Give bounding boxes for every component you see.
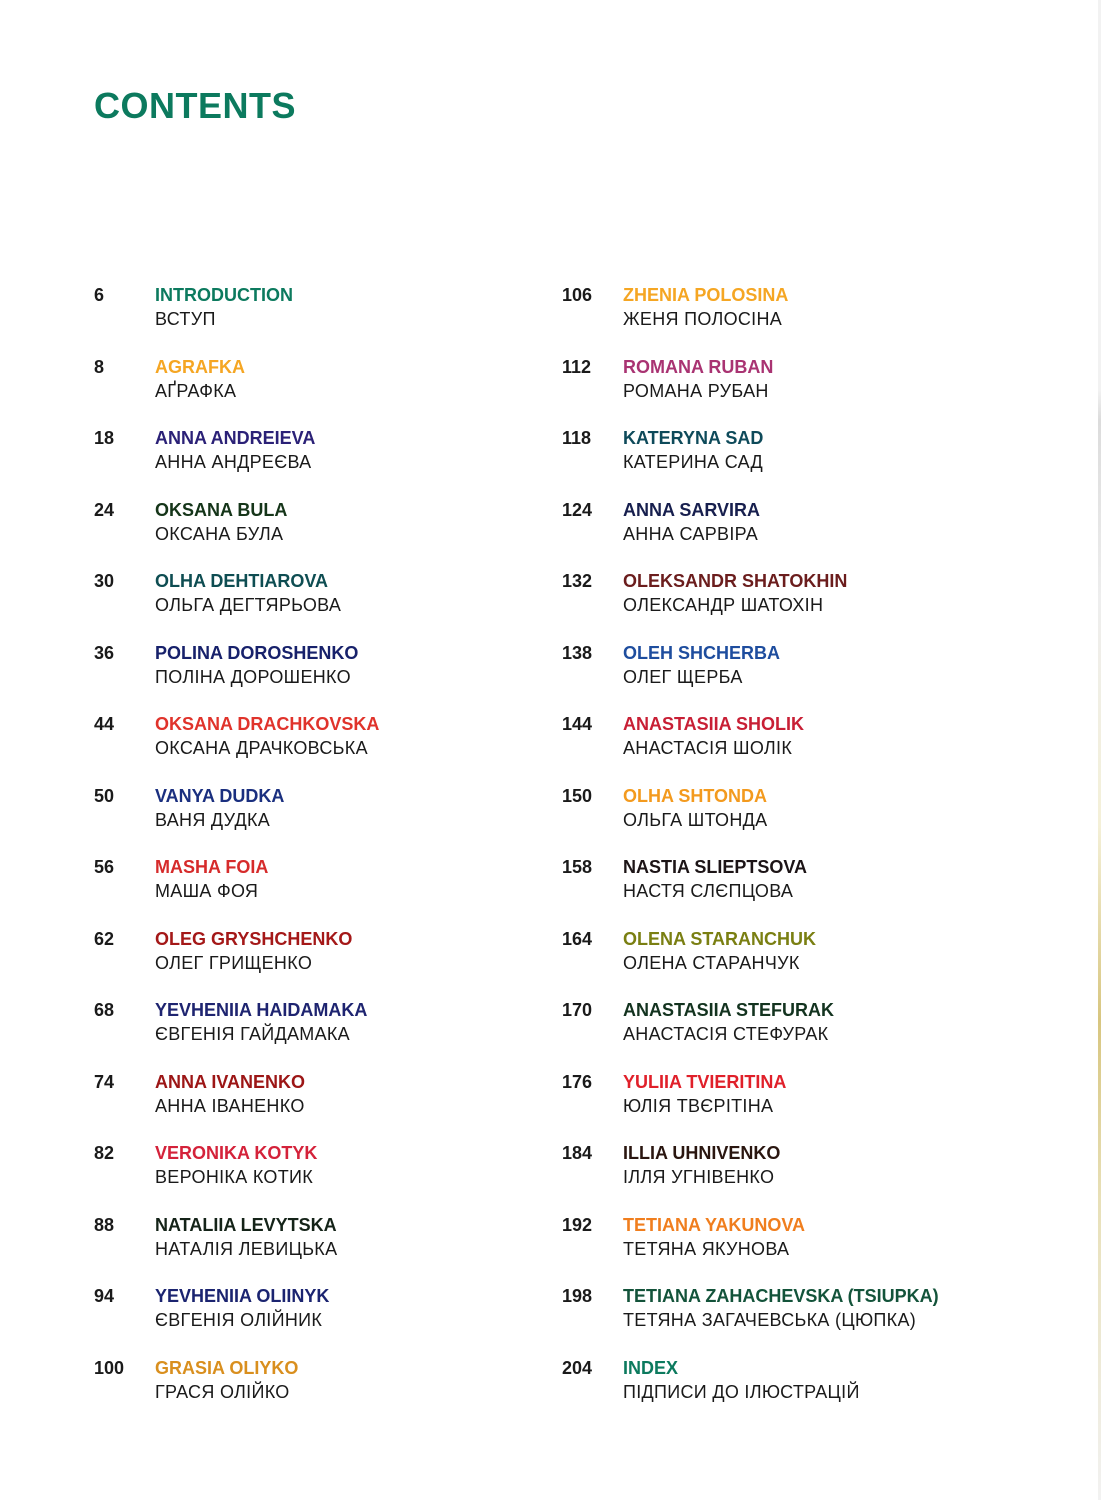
toc-title: ANNA ANDREIEVA <box>155 428 316 448</box>
toc-title-ukrainian: ОЛЕГ ЩЕРБА <box>623 666 743 687</box>
toc-entry <box>94 1070 574 1142</box>
toc-entry <box>94 569 574 641</box>
toc-entry <box>94 1356 574 1428</box>
contents-column-left <box>94 283 574 1427</box>
toc-title-ukrainian: ЄВГЕНІЯ ГАЙДАМАКА <box>155 1024 350 1044</box>
toc-page-number: 56 <box>94 857 115 877</box>
toc-page-number: 118 <box>562 428 592 448</box>
toc-title: ANASTASIIA SHOLIK <box>623 714 805 734</box>
toc-title-ukrainian: ІЛЛЯ УГНІВЕНКО <box>623 1167 775 1187</box>
toc-page-number: 198 <box>562 1286 593 1306</box>
toc-title-ukrainian: ГРАСЯ ОЛІЙКО <box>155 1381 290 1402</box>
toc-title-ukrainian: РОМАНА РУБАН <box>623 380 769 401</box>
toc-title: TETIANA YAKUNOVA <box>623 1214 806 1235</box>
toc-page-number: 170 <box>562 1000 593 1020</box>
toc-title-ukrainian: ТЕТЯНА ЗАГАЧЕВСЬКА (ЦЮПКА) <box>623 1310 917 1330</box>
toc-page-number: 184 <box>562 1143 593 1163</box>
toc-title: ANASTASIIA STEFURAK <box>623 1000 834 1020</box>
toc-title-ukrainian: АННА САРВІРА <box>623 523 759 544</box>
toc-entry <box>562 1284 1042 1356</box>
toc-entry <box>94 855 574 927</box>
toc-page-number: 94 <box>94 1286 115 1306</box>
toc-title: ZHENIA POLOSINA <box>623 285 789 305</box>
toc-title-ukrainian: МАША ФОЯ <box>155 881 259 901</box>
toc-title-ukrainian: ОКСАНА БУЛА <box>155 523 284 544</box>
toc-title: OLHA DEHTIAROVA <box>155 571 328 591</box>
toc-title-ukrainian: АННА ІВАНЕНКО <box>155 1095 305 1116</box>
toc-title: TETIANA ZAHACHEVSKA (TSIUPKA) <box>623 1286 939 1306</box>
toc-entry <box>562 1213 1042 1285</box>
toc-entry <box>94 1284 574 1356</box>
toc-page-number: 176 <box>562 1071 593 1092</box>
toc-title: GRASIA OLIYKO <box>155 1357 299 1378</box>
toc-title: OLEKSANDR SHATOKHIN <box>623 571 848 591</box>
toc-entry <box>562 927 1042 999</box>
toc-title: ANNA IVANENKO <box>155 1071 306 1092</box>
toc-page-number: 44 <box>94 714 115 734</box>
toc-page-number: 30 <box>94 571 115 591</box>
toc-title: YULIIA TVIERITINA <box>623 1071 787 1092</box>
toc-title: OKSANA DRACHKOVSKA <box>155 714 380 734</box>
toc-title: OLHA SHTONDA <box>623 785 767 806</box>
toc-entry <box>94 1141 574 1213</box>
toc-title-ukrainian: ОЛЕКСАНДР ШАТОХІН <box>623 595 824 615</box>
toc-title-ukrainian: АҐРАФКА <box>155 380 237 401</box>
toc-title: ILLIA UHNIVENKO <box>623 1143 781 1163</box>
toc-page-number: 144 <box>562 714 593 734</box>
toc-page-number: 158 <box>562 857 593 877</box>
page-title: CONTENTS <box>94 85 296 126</box>
toc-entry <box>94 998 574 1070</box>
toc-page-number: 204 <box>562 1357 593 1378</box>
toc-page-number: 82 <box>94 1143 115 1163</box>
toc-title-ukrainian: ВЕРОНІКА КОТИК <box>155 1167 314 1187</box>
toc-entry <box>562 569 1042 641</box>
toc-title-ukrainian: ЮЛІЯ ТВЄРІТІНА <box>623 1095 774 1116</box>
toc-title-ukrainian: ПОЛІНА ДОРОШЕНКО <box>155 666 351 687</box>
toc-title-ukrainian: НАСТЯ СЛЄПЦОВА <box>623 881 794 901</box>
toc-title: YEVHENIIA OLIINYK <box>155 1286 330 1306</box>
toc-title-ukrainian: АНАСТАСІЯ СТЕФУРАК <box>623 1024 829 1044</box>
toc-title-ukrainian: ОЛЕГ ГРИЩЕНКО <box>155 952 313 973</box>
toc-entry <box>562 426 1042 498</box>
toc-page-number: 18 <box>94 428 115 448</box>
toc-title: VANYA DUDKA <box>155 785 285 806</box>
toc-page-number: 192 <box>562 1214 593 1235</box>
toc-entry <box>94 927 574 999</box>
toc-page-number: 74 <box>94 1071 115 1092</box>
toc-title-ukrainian: НАТАЛІЯ ЛЕВИЦЬКА <box>155 1238 338 1259</box>
toc-title: KATERYNA SAD <box>623 428 764 448</box>
toc-entry <box>94 283 574 355</box>
toc-page-number: 50 <box>94 785 115 806</box>
toc-title: OLEG GRYSHCHENKO <box>155 928 353 949</box>
toc-entry <box>94 498 574 570</box>
toc-page-number: 24 <box>94 499 115 520</box>
toc-title: AGRAFKA <box>155 356 245 377</box>
toc-title: YEVHENIIA HAIDAMAKA <box>155 1000 368 1020</box>
toc-entry <box>562 1070 1042 1142</box>
toc-page-number: 132 <box>562 571 593 591</box>
toc-title-ukrainian: ВАНЯ ДУДКА <box>155 809 271 830</box>
toc-page-number: 150 <box>562 785 593 806</box>
toc-page-number: 68 <box>94 1000 115 1020</box>
toc-title-ukrainian: ОЛЬГА ШТОНДА <box>623 809 768 830</box>
toc-entry <box>562 855 1042 927</box>
toc-title-ukrainian: ТЕТЯНА ЯКУНОВА <box>623 1238 790 1259</box>
toc-title: OLEH SHCHERBA <box>623 642 781 663</box>
toc-entry <box>94 784 574 856</box>
toc-title: OLENA STARANCHUK <box>623 928 816 949</box>
toc-entry <box>94 355 574 427</box>
toc-page-number: 112 <box>562 356 592 377</box>
toc-title: VERONIKA KOTYK <box>155 1143 318 1163</box>
toc-entry <box>562 712 1042 784</box>
toc-page-number: 36 <box>94 642 115 663</box>
toc-title-ukrainian: КАТЕРИНА САД <box>623 452 764 472</box>
toc-entry <box>562 283 1042 355</box>
toc-page-number: 106 <box>562 285 593 305</box>
toc-title-ukrainian: ОЛЕНА СТАРАНЧУК <box>623 952 800 973</box>
toc-title: INTRODUCTION <box>155 285 293 305</box>
toc-entry <box>562 1356 1042 1428</box>
toc-entry <box>562 998 1042 1070</box>
toc-title-ukrainian: ОКСАНА ДРАЧКОВСЬКА <box>155 738 368 758</box>
toc-title: NATALIIA LEVYTSKA <box>155 1214 337 1235</box>
toc-entry <box>94 426 574 498</box>
toc-entry <box>94 712 574 784</box>
toc-title: ANNA SARVIRA <box>623 499 761 520</box>
toc-entry <box>562 784 1042 856</box>
toc-entry <box>94 1213 574 1285</box>
toc-entry <box>562 1141 1042 1213</box>
toc-page-number: 62 <box>94 928 115 949</box>
toc-title-ukrainian: ОЛЬГА ДЕГТЯРЬОВА <box>155 595 342 615</box>
toc-title: OKSANA BULA <box>155 499 288 520</box>
toc-entry <box>562 355 1042 427</box>
toc-title: INDEX <box>623 1357 679 1378</box>
toc-page-number: 164 <box>562 928 593 949</box>
toc-title: ROMANA RUBAN <box>623 356 774 377</box>
toc-title: NASTIA SLIEPTSOVA <box>623 857 808 877</box>
toc-entry <box>562 498 1042 570</box>
toc-page-number: 6 <box>94 285 105 305</box>
toc-title-ukrainian: ЖЕНЯ ПОЛОСІНА <box>623 309 783 329</box>
toc-page-number: 138 <box>562 642 593 663</box>
contents-column-right <box>562 283 1042 1427</box>
toc-entry <box>562 641 1042 713</box>
toc-title-ukrainian: АННА АНДРЕЄВА <box>155 452 312 472</box>
toc-page-number: 8 <box>94 356 105 377</box>
toc-entry <box>94 641 574 713</box>
toc-title-ukrainian: ПІДПИСИ ДО ІЛЮСТРАЦІЙ <box>623 1381 860 1402</box>
toc-page-number: 88 <box>94 1214 115 1235</box>
toc-title: MASHA FOIA <box>155 857 269 877</box>
toc-title-ukrainian: ВСТУП <box>155 309 216 329</box>
toc-title: POLINA DOROSHENKO <box>155 642 359 663</box>
toc-title-ukrainian: ЄВГЕНІЯ ОЛІЙНИК <box>155 1310 323 1330</box>
toc-title-ukrainian: АНАСТАСІЯ ШОЛІК <box>623 738 793 758</box>
toc-page-number: 124 <box>562 499 593 520</box>
toc-page-number: 100 <box>94 1357 125 1378</box>
